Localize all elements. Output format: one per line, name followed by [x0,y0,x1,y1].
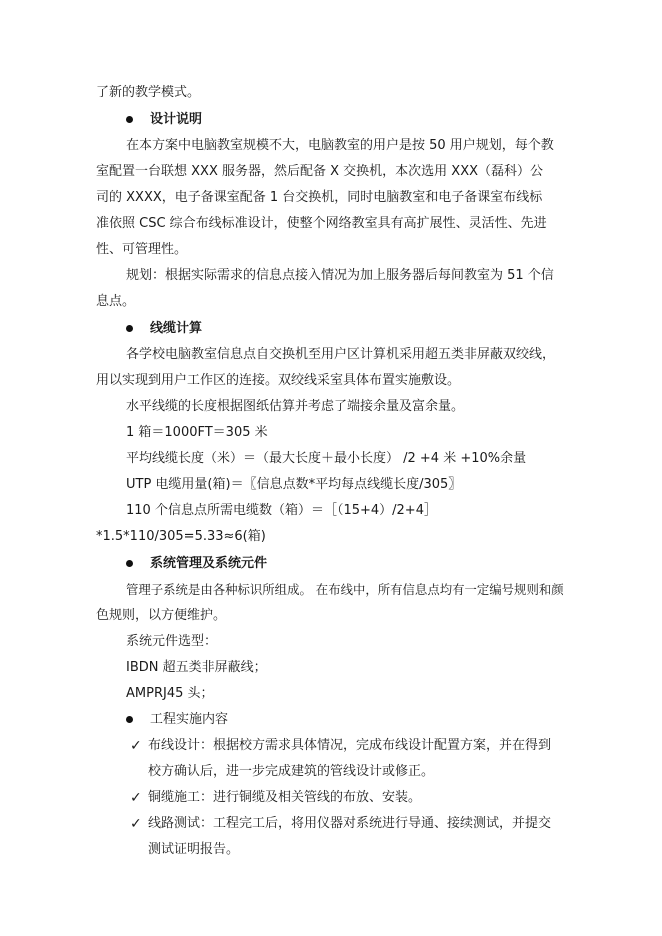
paragraph-line: 各学校电脑教室信息点自交换机至用户区计算机采用超五类非屏蔽双绞线， [126,347,556,362]
formula-line: UTP 电缆用量(箱)＝〖信息点数*平均每点线缆长度/305〗 [126,477,462,492]
formula-line: 平均线缆长度（米）＝（最大长度＋最小长度） /2 +4 米 +10%余量 [126,451,527,466]
paragraph-line: 性、可管理性。 [96,242,188,257]
bullet-icon [126,560,133,567]
paragraph-line: 准依照 CSC 综合布线标准设计，使整个网络教室具有高扩展性、灵活性、先进 [96,216,547,231]
paragraph-line: 司的 XXXX，电子备课室配备 1 台交换机，同时电脑教室和电子备课室布线标 [96,190,543,205]
formula-line: *1.5*110/305=5.33≈6(箱) [96,529,266,544]
paragraph-line: 规划：根据实际需求的信息点接入情况为加上服务器后每间教室为 51 个信 [126,268,554,283]
bullet-icon [126,325,133,332]
check-icon: ✓ [130,816,142,832]
section-title-system: 系统管理及系统元件 [150,556,268,571]
check-icon: ✓ [130,738,142,754]
paragraph-line: AMPRJ45 头； [126,686,214,701]
paragraph-line: 色规则，以方便维护。 [96,608,227,623]
paragraph-line: 水平线缆的长度根据图纸估算并考虑了端接余量及富余量。 [126,399,465,414]
paragraph-line: 系统元件选型： [126,634,218,649]
checklist-item-line: 线路测试：工程完工后，将用仪器对系统进行导通、接续测试，并提交 [148,816,552,831]
paragraph-line: 用以实现到用户工作区的连接。双绞线采室具体布置实施敷设。 [96,373,461,388]
section-title-design: 设计说明 [150,112,203,127]
paragraph-line: IBDN 超五类非屏蔽线； [126,660,267,675]
section-title-impl: 工程实施内容 [150,712,229,727]
paragraph-line: 室配置一台联想 XXX 服务器，然后配备 X 交换机，本次选用 XXX（磊科）公 [96,164,544,179]
bullet-icon [126,116,133,123]
checklist-item-line: 布线设计：根据校方需求具体情况，完成布线设计配置方案，并在得到 [148,738,552,753]
paragraph-line: 管理子系统是由各种标识所组成。 在布线中，所有信息点均有一定编号规则和颜 [126,582,564,597]
check-icon: ✓ [130,790,142,806]
formula-line: 110 个信息点所需电缆数（箱）＝［（15+4）/2+4］ [126,503,437,518]
paragraph-line: 在本方案中电脑教室规模不大，电脑教室的用户是按 50 用户规划，每个教 [126,138,554,153]
section-title-cable: 线缆计算 [150,321,203,336]
checklist-item-line: 测试证明报告。 [148,842,240,857]
checklist-item-line: 校方确认后，进一步完成建筑的管线设计或修正。 [148,764,435,779]
paragraph-line: 息点。 [96,294,136,309]
intro-tail: 了新的教学模式。 [96,85,201,100]
checklist-item-line: 铜缆施工：进行铜缆及相关管线的布放、安装。 [148,790,422,805]
formula-line: 1 箱＝1000FT＝305 米 [126,425,268,440]
bullet-icon [126,716,133,723]
